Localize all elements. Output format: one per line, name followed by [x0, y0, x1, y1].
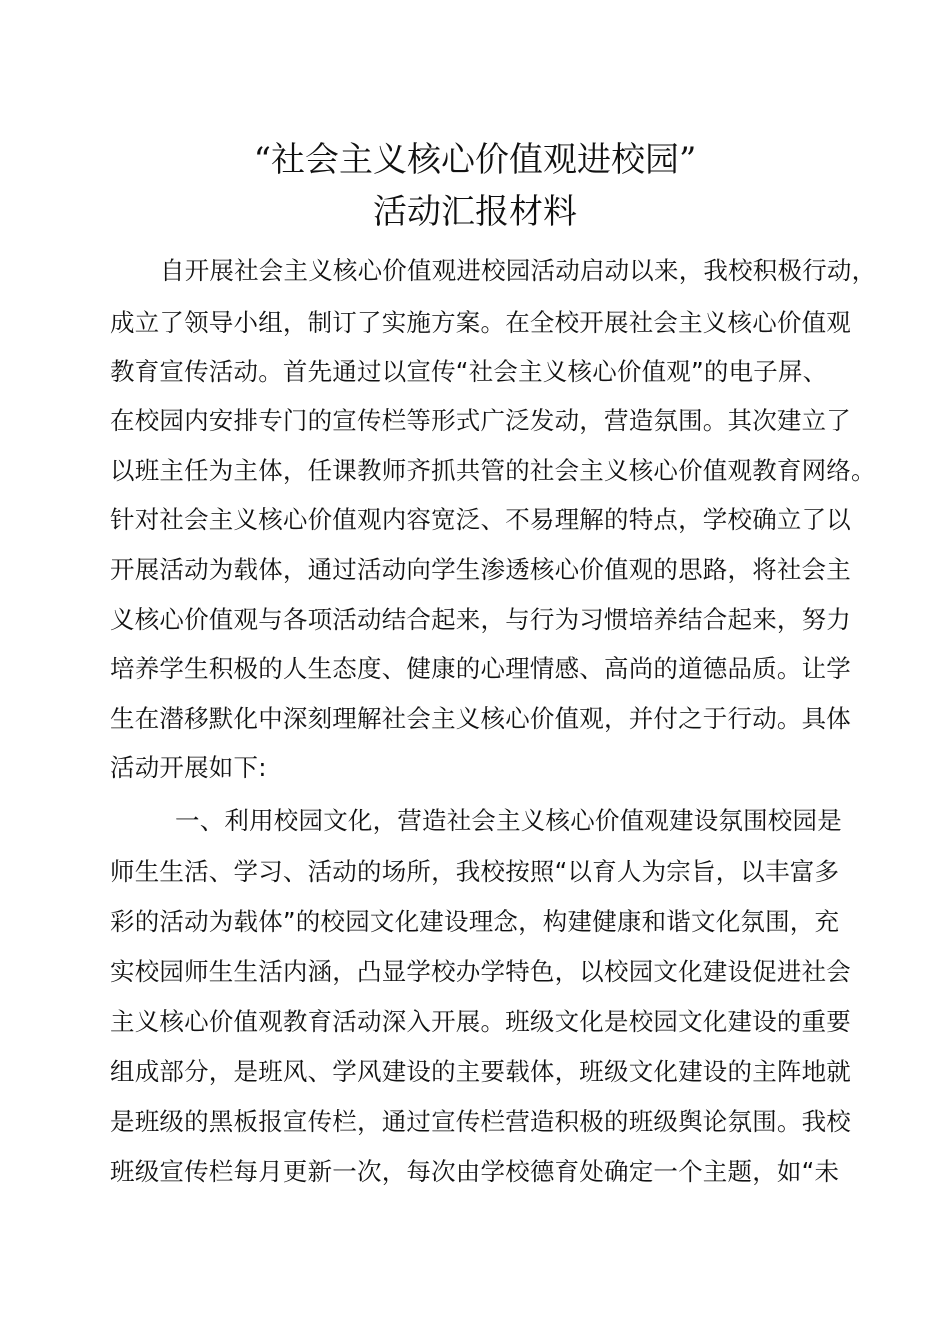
paragraph-line: 班级宣传栏每月更新一次，每次由学校德育处确定一个主题，如“未 [110, 1157, 840, 1186]
paragraph-line: 成立了领导小组，制订了实施方案。在全校开展社会主义核心价值观 [110, 308, 851, 337]
paragraph-line: 生在潜移默化中深刻理解社会主义核心价值观，并付之于行动。具体 [110, 704, 851, 733]
paragraph-line: 活动开展如下: [110, 753, 267, 782]
paragraph-line: 以班主任为主体，任课教师齐抓共管的社会主义核心价值观教育网络。 [110, 456, 876, 485]
paragraph-line: 教育宣传活动。首先通过以宣传“社会主义核心价值观”的电子屏、 [110, 357, 828, 386]
paragraph-line: 实校园师生生活内涵，凸显学校办学特色，以校园文化建设促进社会 [110, 957, 851, 986]
paragraph-line: 在校园内安排专门的宣传栏等形式广泛发动，营造氛围。其次建立了 [110, 406, 851, 435]
paragraph-line: 组成部分，是班风、学风建设的主要载体，班级文化建设的主阵地就 [110, 1057, 851, 1086]
paragraph-line: 针对社会主义核心价值观内容宽泛、不易理解的特点，学校确立了以 [110, 505, 851, 534]
section-heading-line: 一、利用校园文化，营造社会主义核心价值观建设氛围校园是 [175, 806, 842, 835]
paragraph-line: 彩的活动为载体”的校园文化建设理念，构建健康和谐文化氛围，充 [110, 907, 840, 936]
paragraph-line: 义核心价值观与各项活动结合起来，与行为习惯培养结合起来，努力 [110, 605, 851, 634]
paragraph-line: 培养学生积极的人生态度、健康的心理情感、高尚的道德品质。让学 [110, 654, 851, 683]
paragraph-line: 自开展社会主义核心价值观进校园活动启动以来，我校积极行动， [160, 256, 877, 285]
paragraph-line: 主义核心价值观教育活动深入开展。班级文化是校园文化建设的重要 [110, 1007, 851, 1036]
paragraph-line: 开展活动为载体，通过活动向学生渗透核心价值观的思路，将社会主 [110, 555, 851, 584]
paragraph-line: 是班级的黑板报宣传栏，通过宣传栏营造积极的班级舆论氛围。我校 [110, 1107, 851, 1136]
document-title-line-1: “社会主义核心价值观进校园” [253, 140, 697, 180]
paragraph-line: 师生生活、学习、活动的场所，我校按照“以育人为宗旨，以丰富多 [110, 857, 840, 886]
document-title-line-2: 活动汇报材料 [373, 192, 577, 232]
